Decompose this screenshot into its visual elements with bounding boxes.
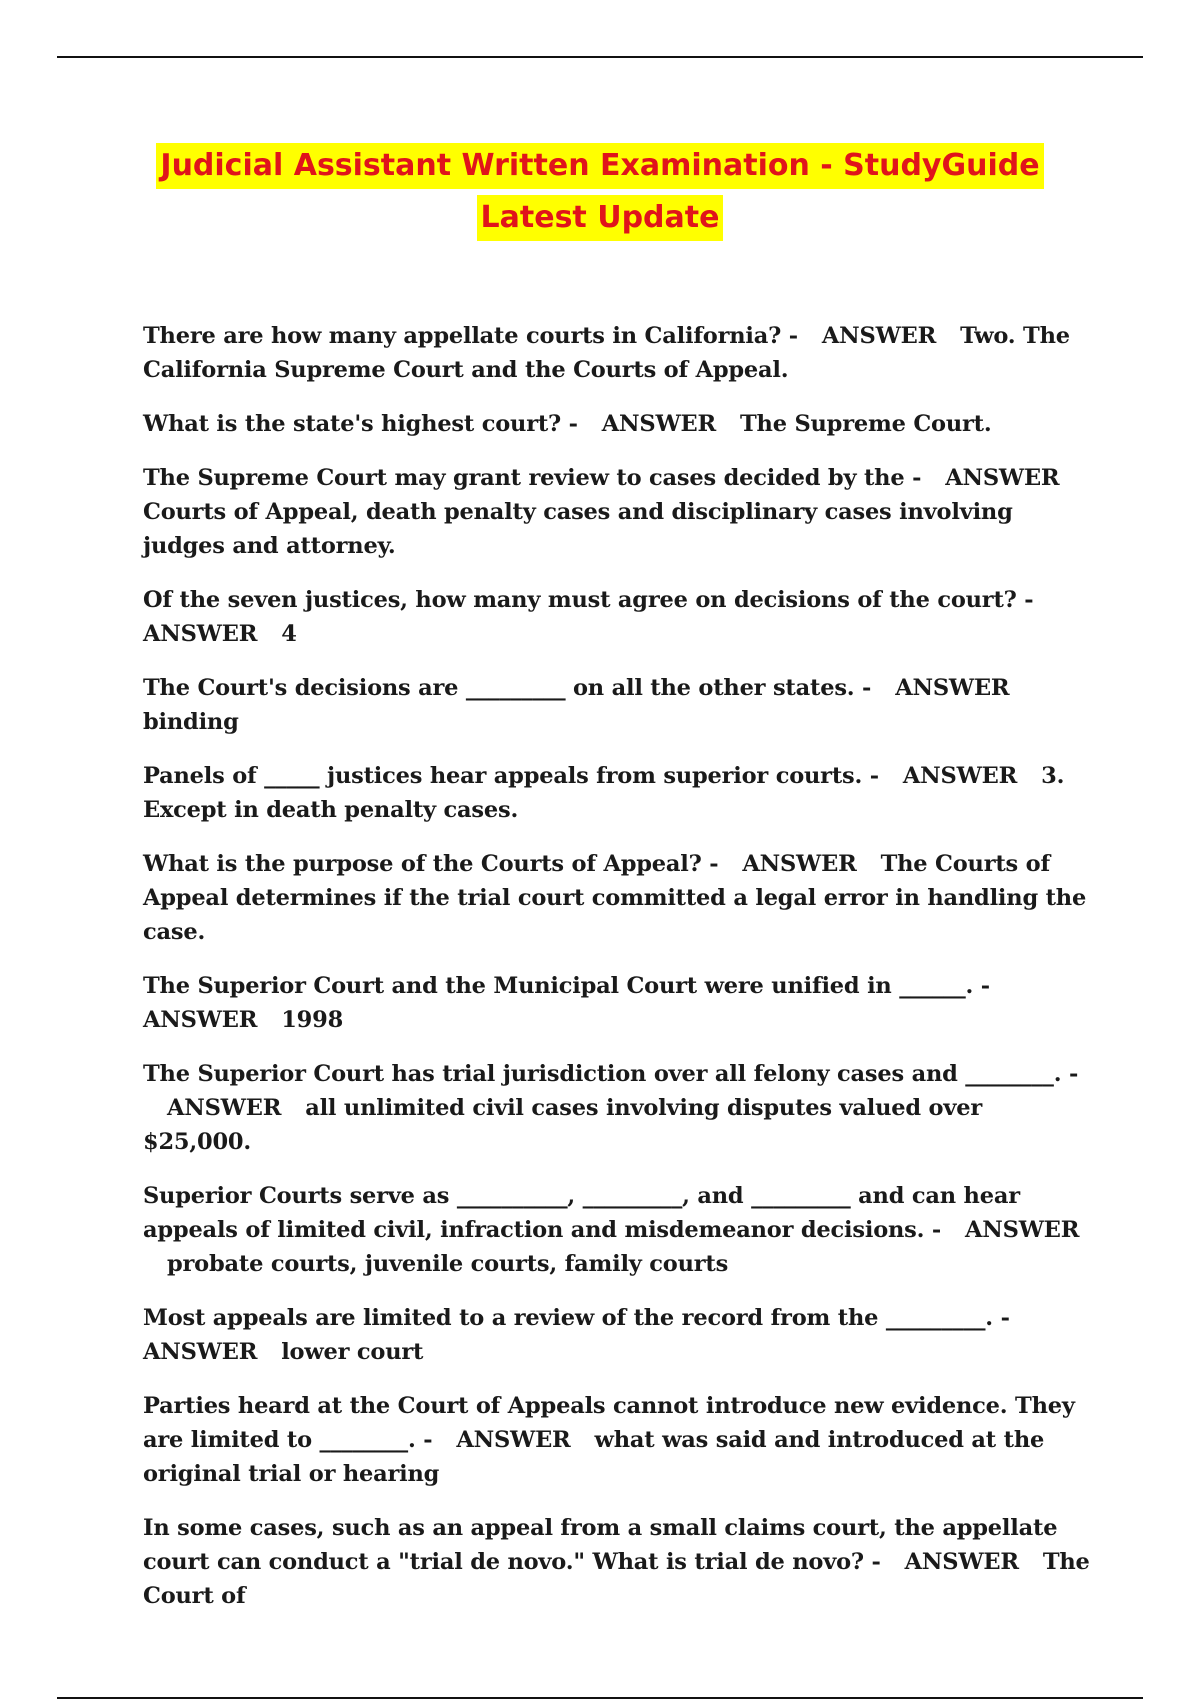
qa-item bbox=[143, 759, 1093, 827]
answer-label: ANSWER bbox=[821, 323, 937, 349]
answer-text: probate courts, juvenile courts, family courts bbox=[167, 1251, 729, 1277]
question-text: The Superior Court has trial jurisdiction over all felony cases and ________. - bbox=[143, 1061, 1079, 1087]
qa-item bbox=[143, 1057, 1093, 1159]
question-text: There are how many appellate courts in California? - bbox=[143, 323, 798, 349]
question-text: Panels of _____ justices hear appeals from superior courts. - bbox=[143, 763, 879, 789]
answer-text: The Supreme Court. bbox=[740, 411, 992, 437]
qa-item bbox=[143, 583, 1093, 651]
answer-label: ANSWER bbox=[742, 851, 857, 877]
qa-item bbox=[143, 461, 1093, 563]
qa-item bbox=[143, 1389, 1093, 1491]
question-text: Most appeals are limited to a review of the record from the _________. - bbox=[143, 1305, 1010, 1331]
question-text: The Supreme Court may grant review to cases decided by the - bbox=[143, 465, 922, 491]
qa-item bbox=[143, 847, 1093, 949]
answer-text: Two. The California Supreme Court and the Courts of Appeal. bbox=[143, 323, 1070, 383]
title-line-2: Latest Update bbox=[477, 195, 724, 241]
answer-text: 4 bbox=[281, 621, 297, 647]
question-text: Parties heard at the Court of Appeals cannot introduce new evidence. They are limited to ________. - bbox=[143, 1393, 1075, 1453]
footer-rule bbox=[57, 1697, 1143, 1699]
answer-label: ANSWER bbox=[902, 763, 1018, 789]
qa-item bbox=[143, 969, 1093, 1037]
answer-label: ANSWER bbox=[965, 1217, 1080, 1243]
answer-label: ANSWER bbox=[945, 465, 1060, 491]
question-text: Superior Courts serve as __________, _________, and _________ and can hear appeals of limited civil, infraction and misdemeanor decisions. - bbox=[143, 1183, 1020, 1243]
qa-item bbox=[143, 319, 1093, 387]
answer-label: ANSWER bbox=[601, 411, 716, 437]
answer-label: ANSWER bbox=[143, 1339, 258, 1365]
question-text: The Court's decisions are _________ on all the other states. - bbox=[143, 675, 872, 701]
question-text: What is the state's highest court? - bbox=[143, 411, 578, 437]
answer-label: ANSWER bbox=[143, 621, 258, 647]
answer-text: what was said and introduced at the original trial or hearing bbox=[143, 1427, 1045, 1487]
answer-label: ANSWER bbox=[904, 1549, 1019, 1575]
qa-item bbox=[143, 1179, 1093, 1281]
answer-label: ANSWER bbox=[895, 675, 1010, 701]
answer-label: ANSWER bbox=[143, 1007, 258, 1033]
header-rule bbox=[57, 56, 1143, 58]
title-line-1: Judicial Assistant Written Examination - StudyGuide bbox=[156, 143, 1043, 189]
answer-text: lower court bbox=[281, 1339, 424, 1365]
answer-label: ANSWER bbox=[167, 1095, 282, 1121]
qa-item bbox=[143, 407, 1093, 441]
question-text: In some cases, such as an appeal from a small claims court, the appellate court can conduct a "trial de novo." What is trial de novo? - bbox=[143, 1515, 1058, 1575]
question-text: The Superior Court and the Municipal Court were unified in ______. - bbox=[143, 973, 990, 999]
answer-text: The Courts of Appeal determines if the trial court committed a legal error in handling the case. bbox=[143, 851, 1087, 945]
qa-list bbox=[143, 319, 1093, 1633]
qa-item bbox=[143, 1301, 1093, 1369]
answer-label: ANSWER bbox=[456, 1427, 571, 1453]
answer-text: all unlimited civil cases involving disputes valued over $25,000. bbox=[143, 1095, 982, 1155]
qa-item bbox=[143, 671, 1093, 739]
answer-text: The Court of bbox=[143, 1549, 1090, 1609]
answer-text: 3. Except in death penalty cases. bbox=[143, 763, 1065, 823]
question-text: What is the purpose of the Courts of Appeal? - bbox=[143, 851, 719, 877]
answer-text: Courts of Appeal, death penalty cases and disciplinary cases involving judges and attorney. bbox=[143, 499, 1013, 559]
answer-text: binding bbox=[143, 709, 239, 735]
qa-item bbox=[143, 1511, 1093, 1613]
question-text: Of the seven justices, how many must agree on decisions of the court? - bbox=[143, 587, 1034, 613]
answer-text: 1998 bbox=[281, 1007, 344, 1033]
document-title bbox=[0, 140, 1200, 244]
